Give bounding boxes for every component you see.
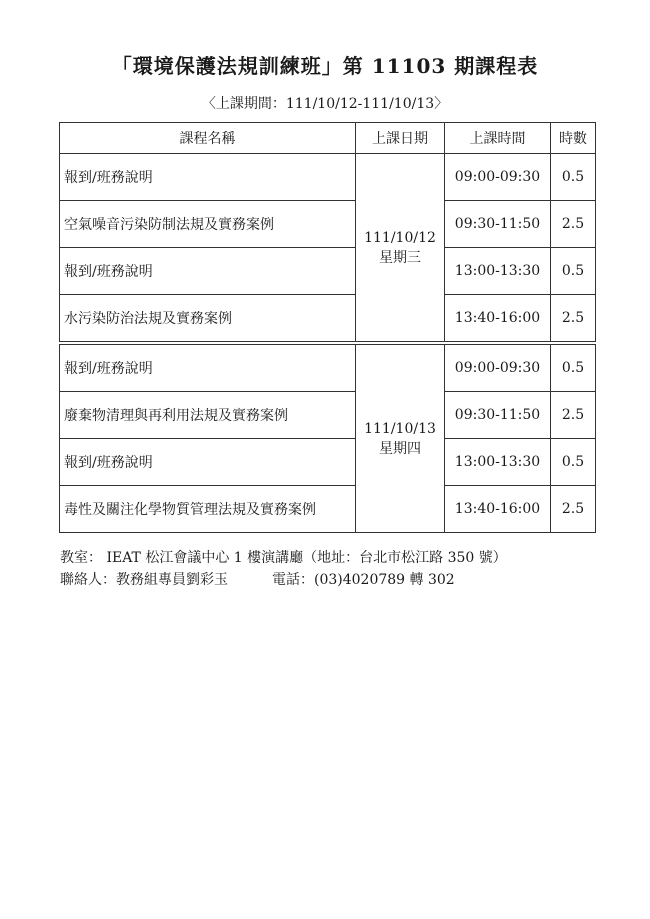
time-cell: 09:30-11:50 [445, 392, 551, 439]
table-row [60, 343, 596, 392]
table-row [60, 201, 596, 248]
hours-cell: 2.5 [551, 486, 596, 533]
table-row [60, 154, 596, 201]
header-date: 上課日期 [356, 123, 445, 154]
date-value: 111/10/12 [364, 229, 436, 246]
course-name: 空氣噪音污染防制法規及實務案例 [60, 201, 356, 248]
time-cell: 13:00-13:30 [445, 248, 551, 295]
footer-info [60, 547, 507, 591]
classroom-line: 教室： IEAT 松江會議中心 1 樓演講廳（地址：台北市松江路 350 號） [60, 550, 507, 566]
time-cell: 13:40-16:00 [445, 295, 551, 344]
contact-phone: 電話：(03)4020789 轉 302 [272, 572, 455, 588]
hours-cell: 2.5 [551, 392, 596, 439]
contact-person: 聯絡人：教務組專員劉彩玉 [60, 572, 228, 588]
contact-line [60, 569, 507, 591]
hours-cell: 0.5 [551, 154, 596, 201]
date-value: 111/10/13 [364, 420, 436, 437]
course-name: 水污染防治法規及實務案例 [60, 295, 356, 344]
course-name: 報到/班務說明 [60, 439, 356, 486]
date-cell [356, 154, 445, 344]
weekday-value: 星期四 [379, 440, 421, 457]
table-row [60, 295, 596, 344]
course-name: 廢棄物清理與再利用法規及實務案例 [60, 392, 356, 439]
time-cell: 09:00-09:30 [445, 343, 551, 392]
hours-cell: 0.5 [551, 439, 596, 486]
table-row [60, 439, 596, 486]
course-name: 報到/班務說明 [60, 343, 356, 392]
hours-cell: 0.5 [551, 343, 596, 392]
table-row [60, 486, 596, 533]
header-hours: 時數 [551, 123, 596, 154]
table-row [60, 248, 596, 295]
time-cell: 09:00-09:30 [445, 154, 551, 201]
document-title: 「環境保護法規訓練班」第 11103 期課程表 [111, 54, 539, 78]
course-period: 〈上課期間：111/10/12-111/10/13〉 [201, 96, 449, 112]
weekday-value: 星期三 [379, 249, 421, 266]
hours-cell: 0.5 [551, 248, 596, 295]
date-cell [356, 343, 445, 533]
hours-cell: 2.5 [551, 295, 596, 344]
table-header-row [60, 123, 596, 154]
time-cell: 13:40-16:00 [445, 486, 551, 533]
course-name: 報到/班務說明 [60, 248, 356, 295]
table-row [60, 392, 596, 439]
course-name: 報到/班務說明 [60, 154, 356, 201]
course-name: 毒性及關注化學物質管理法規及實務案例 [60, 486, 356, 533]
header-course-name: 課程名稱 [60, 123, 356, 154]
schedule-table [59, 122, 596, 533]
hours-cell: 2.5 [551, 201, 596, 248]
time-cell: 09:30-11:50 [445, 201, 551, 248]
time-cell: 13:00-13:30 [445, 439, 551, 486]
header-time: 上課時間 [445, 123, 551, 154]
